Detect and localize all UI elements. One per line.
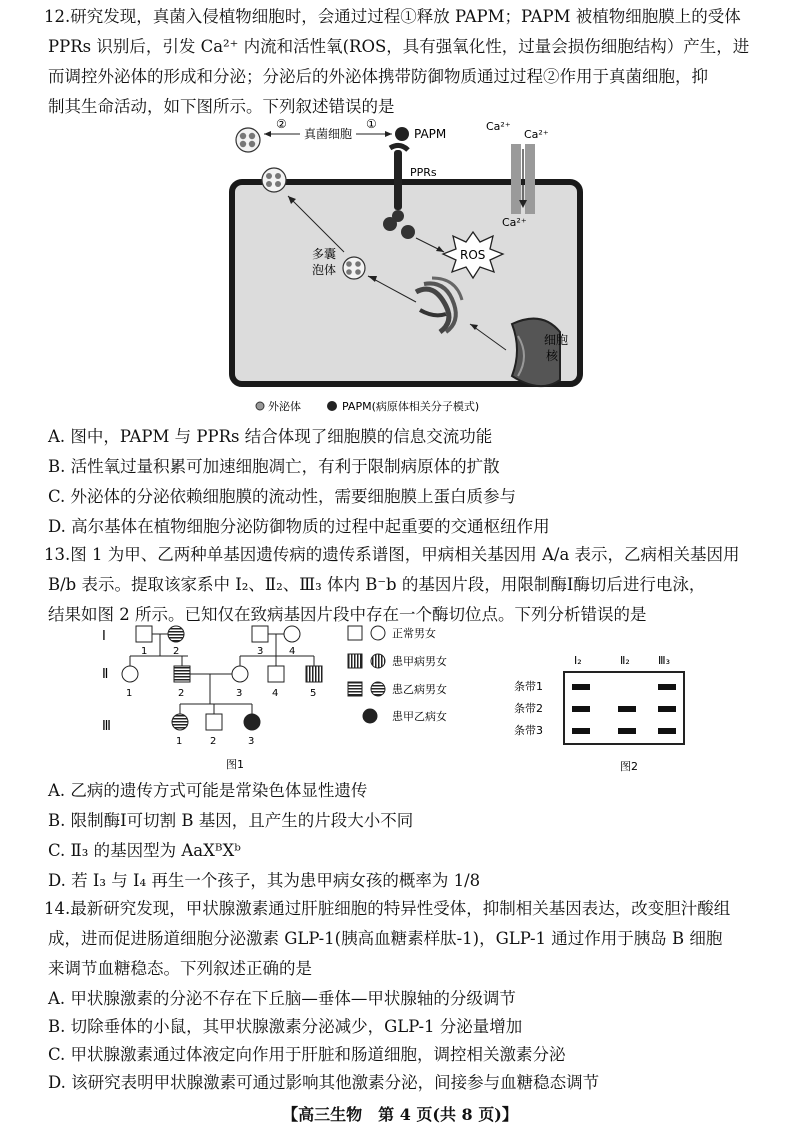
band-II2-3 [618, 728, 636, 734]
mvb-label-line2: 泡体 [312, 263, 337, 277]
step1-label: ① [366, 117, 377, 131]
gen-label-1: Ⅰ [102, 629, 106, 644]
band-I2-3 [572, 728, 590, 734]
band-III3-3 [658, 728, 676, 734]
q12-stem-line-4: 制其生命活动，如下图所示。下列叙述错误的是 [48, 97, 395, 116]
q12-stem-line-1: 12.研究发现，真菌入侵植物细胞时，会通过过程①释放 PAPM；PAPM 被植物细胞膜上的受体 [44, 7, 741, 26]
legend-yi-label: 患乙病男女 [392, 683, 447, 696]
band-row-2-label: 条带2 [514, 702, 543, 715]
fig1-caption: 图1 [226, 758, 244, 771]
legend-yi-male [348, 682, 362, 696]
III3-number: 3 [248, 736, 255, 747]
band-I2-2 [572, 706, 590, 712]
II3-normal-female [232, 666, 248, 682]
III1-yi-female [172, 714, 188, 730]
exosome-icon [236, 128, 260, 152]
II2-number: 2 [178, 688, 185, 699]
ros-label: ROS [460, 248, 486, 262]
fig2-col-2: Ⅱ₂ [620, 654, 630, 667]
I1-number: 1 [141, 646, 148, 657]
legend-jia-male [348, 654, 362, 668]
q12-option-a[interactable]: A. 图中，PAPM 与 PPRs 结合体现了细胞膜的信息交流功能 [48, 427, 493, 446]
q13-stem-line-1: 13.图 1 为甲、乙两种单基因遗传病的遗传系谱图，甲病相关基因用 A/a 表示，乙病相关基因用 [44, 545, 740, 564]
q13-option-a[interactable]: A. 乙病的遗传方式可能是常染色体显性遗传 [48, 781, 368, 800]
II4-normal-male [268, 666, 284, 682]
ca-bottom-label: Ca²⁺ [502, 216, 527, 229]
q12-cell-diagram [228, 114, 598, 426]
q14-option-a[interactable]: A. 甲状腺激素的分泌不存在下丘脑—垂体—甲状腺轴的分级调节 [48, 989, 516, 1008]
legend-normal-male [348, 626, 362, 640]
band-row-1-label: 条带1 [514, 680, 543, 693]
papm-in-cell-1 [383, 217, 397, 231]
band-row-3-label: 条带3 [514, 724, 543, 737]
electrophoresis-figure-2 [510, 650, 690, 774]
nucleus-label-line2: 核 [546, 349, 559, 363]
mvb-label-line1: 多囊 [312, 247, 337, 261]
I2-number: 2 [173, 646, 180, 657]
arrow-step2-icon [264, 131, 271, 137]
fig2-caption: 图2 [620, 760, 638, 773]
legend-jia-female [371, 654, 385, 668]
legend-jiayi-female [363, 709, 377, 723]
fig2-col-3: Ⅲ₃ [658, 654, 670, 667]
nucleus-label-line1: 细胞 [544, 333, 569, 347]
fig2-col-1: Ⅰ₂ [574, 654, 582, 667]
II2-yi-male [174, 666, 190, 682]
papm-dot-icon [395, 127, 409, 141]
II5-number: 5 [310, 688, 317, 699]
q14-option-c[interactable]: C. 甲状腺激素通过体液定向作用于肝脏和肠道细胞，调控相关激素分泌 [48, 1045, 566, 1064]
q14-stem-line-2: 成，进而促进肠道细胞分泌激素 GLP-1(胰高血糖素样肽-1)，GLP-1 通过作用于胰岛 B 细胞 [48, 929, 723, 948]
II4-number: 4 [272, 688, 279, 699]
page-footer: 【高三生物 第 4 页(共 8 页)】 [282, 1105, 518, 1124]
III2-number: 2 [210, 736, 217, 747]
pedigree-figure-1 [96, 622, 516, 772]
I3-number: 3 [257, 646, 264, 657]
q14-stem-line-1: 14.最新研究发现，甲状腺激素通过肝脏细胞的特异性受体，抑制相关基因表达，改变胆汁酸组 [44, 899, 731, 918]
q12-stem-line-2: PPRs 识别后，引发 Ca²⁺ 内流和活性氧(ROS，具有强氧化性，过量会损伤细胞结构）产生，进 [48, 37, 750, 56]
band-II2-2 [618, 706, 636, 712]
exosome-in-cell-icon [262, 168, 286, 192]
gen-label-3: Ⅲ [102, 719, 111, 734]
band-III3-2 [658, 706, 676, 712]
III1-number: 1 [176, 736, 183, 747]
band-I2-1 [572, 684, 590, 690]
legend-papm-label: PAPM(病原体相关分子模式) [342, 400, 480, 413]
q12-option-c[interactable]: C. 外泌体的分泌依赖细胞膜的流动性，需要细胞膜上蛋白质参与 [48, 487, 517, 506]
legend-jia-label: 患甲病男女 [392, 655, 447, 668]
I4-normal-female [284, 626, 300, 642]
q14-stem-line-3: 来调节血糖稳态。下列叙述正确的是 [48, 959, 312, 978]
ca-top-label: Ca²⁺ [486, 120, 511, 133]
step2-label: ② [276, 117, 287, 131]
legend-jiayi-label: 患甲乙病女 [392, 710, 447, 723]
q14-option-b[interactable]: B. 切除垂体的小鼠，其甲状腺激素分泌减少，GLP-1 分泌量增加 [48, 1017, 523, 1036]
band-III3-1 [658, 684, 676, 690]
fungus-label: 真菌细胞 [304, 127, 353, 141]
legend-normal-female [371, 626, 385, 640]
I2-yi-female [168, 626, 184, 642]
II3-number: 3 [236, 688, 243, 699]
mvb-icon [343, 257, 365, 279]
III3-jiayi-female [244, 714, 260, 730]
legend-normal-label: 正常男女 [392, 627, 436, 640]
arrow-step1-icon [385, 131, 392, 137]
legend-papm-icon [327, 401, 337, 411]
q13-stem-line-3: 结果如图 2 所示。已知仅在致病基因片段中存在一个酶切位点。下列分析错误的是 [48, 605, 647, 624]
q13-stem-line-2: B/b 表示。提取该家系中 Ⅰ₂、Ⅱ₂、Ⅲ₃ 体内 B⁻b 的基因片段，用限制酶Ⅰ酶切后进行电泳， [48, 575, 706, 594]
I1-normal-male [136, 626, 152, 642]
II1-number: 1 [126, 688, 133, 699]
q12-stem-line-3: 而调控外泌体的形成和分泌；分泌后的外泌体携带防御物质通过过程②作用于真菌细胞，抑 [48, 67, 708, 86]
legend-yi-female [371, 682, 385, 696]
papm-in-cell-2 [401, 225, 415, 239]
q14-option-d[interactable]: D. 该研究表明甲状腺激素可通过影响其他激素分泌，间接参与血糖稳态调节 [48, 1073, 600, 1092]
calcium-channel-icon [511, 144, 535, 214]
legend-exosome-icon [256, 402, 264, 410]
q13-option-b[interactable]: B. 限制酶Ⅰ可切割 B 基因，且产生的片段大小不同 [48, 811, 414, 830]
gen-label-2: Ⅱ [102, 667, 109, 682]
II5-jia-male [306, 666, 322, 682]
q13-option-d[interactable]: D. 若 Ⅰ₃ 与 Ⅰ₄ 再生一个孩子，其为患甲病女孩的概率为 1/8 [48, 871, 481, 890]
I3-normal-male [252, 626, 268, 642]
III2-normal-male [206, 714, 222, 730]
papm-label: PAPM [414, 127, 447, 141]
legend-exosome-label: 外泌体 [268, 400, 301, 413]
pprs-label: PPRs [410, 166, 437, 179]
ca-top-label-2: Ca²⁺ [524, 128, 549, 141]
I4-number: 4 [289, 646, 296, 657]
q12-option-d[interactable]: D. 高尔基体在植物细胞分泌防御物质的过程中起重要的交通枢纽作用 [48, 517, 550, 536]
q13-option-c[interactable]: C. Ⅱ₃ 的基因型为 AaXᴮXᵇ [48, 841, 241, 860]
q12-option-b[interactable]: B. 活性氧过量积累可加速细胞凋亡，有利于限制病原体的扩散 [48, 457, 500, 476]
II1-normal-female [122, 666, 138, 682]
